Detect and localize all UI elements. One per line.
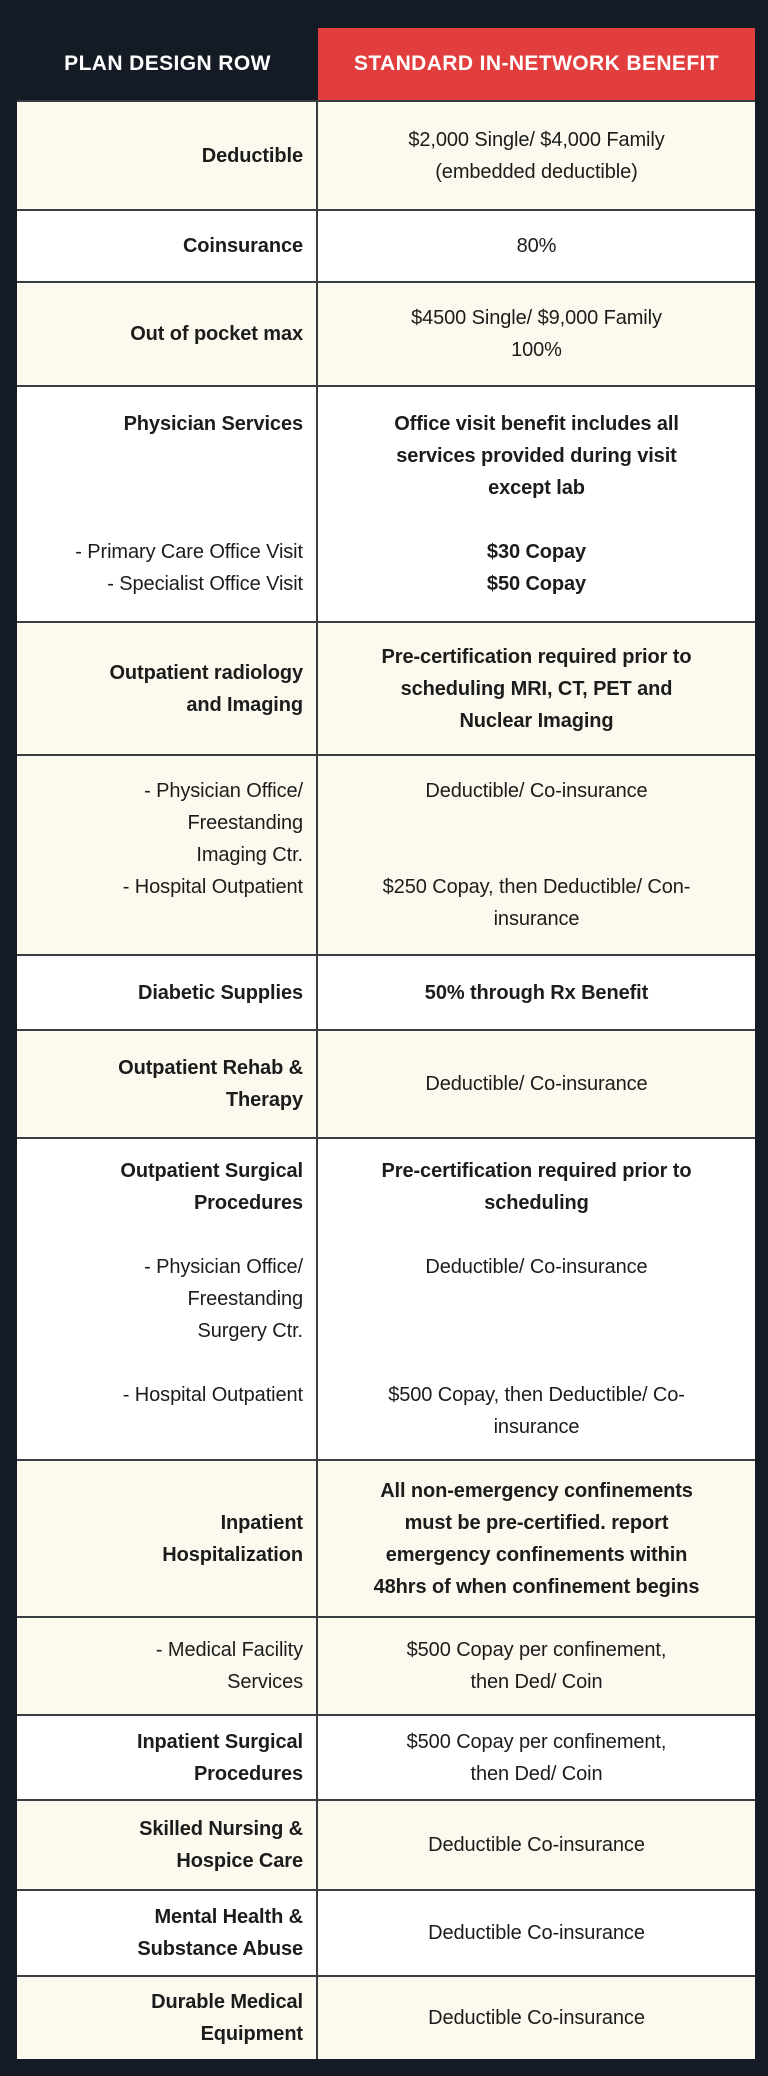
cell-line: Durable Medical [151, 1991, 303, 2013]
benefit-cell [318, 756, 755, 954]
plan-cell [17, 211, 318, 281]
cell-line: $30 Copay [486, 541, 587, 563]
plan-cell [17, 1716, 318, 1799]
plan-cell [17, 623, 318, 754]
plan-cell [17, 1461, 318, 1616]
cell-line [27, 1219, 303, 1251]
table-row [17, 1975, 755, 2059]
header-cell-standard-in-network-benefit: STANDARD IN-NETWORK BENEFIT [318, 28, 755, 100]
cell-line [340, 1315, 733, 1347]
cell-line [340, 1347, 733, 1379]
cell-line: Deductible/ Co-insurance [425, 1256, 648, 1278]
cell-line [340, 504, 733, 536]
table-row [17, 209, 755, 281]
table-row [17, 621, 755, 754]
cell-line [27, 1411, 303, 1443]
cell-line: Freestanding [187, 1288, 303, 1310]
cell-line [27, 472, 303, 504]
table-row [17, 1137, 755, 1459]
cell-line: $50 Copay [486, 573, 587, 595]
cell-line: - Medical Facility [155, 1639, 303, 1661]
cell-line: 50% through Rx Benefit [424, 981, 649, 1004]
cell-line [27, 1347, 303, 1379]
cell-line: emergency confinements within [385, 1543, 688, 1566]
cell-line: insurance [493, 908, 580, 930]
benefits-table [17, 100, 755, 2059]
cell-line: All non-emergency confinements [380, 1479, 693, 1502]
table-row [17, 1029, 755, 1137]
table-row [17, 1714, 755, 1799]
table-row [17, 385, 755, 621]
cell-line: Hospice Care [176, 1850, 303, 1872]
cell-line: Deductible/ Co-insurance [425, 1073, 648, 1095]
plan-cell [17, 1891, 318, 1975]
cell-line [340, 1219, 733, 1251]
cell-line [340, 807, 733, 839]
cell-line: 80% [516, 235, 557, 257]
benefit-cell [318, 102, 755, 209]
plan-cell [17, 102, 318, 209]
table-row [17, 754, 755, 954]
cell-line: Inpatient [220, 1511, 303, 1534]
plan-cell [17, 1139, 318, 1459]
cell-line: Deductible Co-insurance [428, 1922, 645, 1944]
cell-line: - Physician Office/ [144, 780, 303, 802]
cell-line: $4500 Single/ $9,000 Family [411, 307, 662, 329]
benefit-cell [318, 1801, 755, 1889]
benefit-cell [318, 1031, 755, 1137]
table-row [17, 281, 755, 385]
cell-line: Surgery Ctr. [197, 1320, 303, 1342]
plan-cell [17, 1618, 318, 1714]
plan-cell [17, 1801, 318, 1889]
cell-line: Services [227, 1671, 303, 1693]
cell-line: Substance Abuse [137, 1938, 303, 1960]
cell-line: Nuclear Imaging [459, 709, 614, 732]
cell-line: Imaging Ctr. [196, 844, 303, 866]
cell-line: must be pre-certified. report [404, 1511, 669, 1534]
cell-line: Outpatient radiology [109, 661, 303, 684]
table-row [17, 1889, 755, 1975]
cell-line: Diabetic Supplies [137, 981, 303, 1004]
plan-cell [17, 956, 318, 1029]
cell-line: Freestanding [187, 812, 303, 834]
cell-line: and Imaging [186, 693, 303, 716]
cell-line: scheduling [484, 1192, 589, 1214]
cell-line: - Hospital Outpatient [122, 876, 303, 898]
cell-line: Office visit benefit includes all [394, 413, 679, 435]
benefit-cell [318, 283, 755, 385]
cell-line: (embedded deductible) [435, 160, 638, 183]
cell-line [340, 839, 733, 871]
benefit-cell [318, 623, 755, 754]
cell-line: scheduling MRI, CT, PET and [400, 677, 673, 700]
cell-line: Deductible/ Co-insurance [425, 780, 648, 802]
benefit-cell [318, 1461, 755, 1616]
cell-line: Deductible Co-insurance [428, 2007, 645, 2029]
cell-line [340, 1283, 733, 1315]
table-row [17, 954, 755, 1029]
cell-line: $500 Copay per confinement, [406, 1730, 667, 1753]
cell-line: - Primary Care Office Visit [75, 541, 303, 563]
table-row [17, 1616, 755, 1714]
cell-line: Skilled Nursing & [139, 1818, 303, 1840]
cell-line: 100% [511, 339, 562, 361]
benefit-cell [318, 1139, 755, 1459]
cell-line: $250 Copay, then Deductible/ Con- [382, 876, 691, 898]
cell-line: Mental Health & [154, 1906, 303, 1928]
benefit-cell [318, 956, 755, 1029]
cell-line: Outpatient Rehab & [118, 1057, 303, 1079]
cell-line: 48hrs of when confinement begins [373, 1575, 700, 1598]
header-cell-plan-design-row: PLAN DESIGN ROW [64, 52, 271, 75]
cell-line: Pre-certification required prior to [381, 645, 692, 668]
benefit-cell [318, 387, 755, 621]
cell-line: Physician Services [123, 413, 303, 435]
cell-line: Therapy [225, 1089, 303, 1111]
cell-line: except lab [488, 477, 585, 499]
cell-line: - Hospital Outpatient [122, 1384, 303, 1406]
benefit-cell [318, 1618, 755, 1714]
cell-line [27, 440, 303, 472]
cell-line: then Ded/ Coin [470, 1762, 603, 1785]
cell-line: Outpatient Surgical [120, 1160, 303, 1182]
cell-line: insurance [493, 1416, 580, 1438]
plan-cell [17, 756, 318, 954]
plan-cell [17, 387, 318, 621]
cell-line: Pre-certification required prior to [381, 1160, 692, 1182]
cell-line: Inpatient Surgical [136, 1730, 303, 1753]
cell-line: Coinsurance [182, 235, 303, 257]
cell-line: Deductible Co-insurance [428, 1834, 645, 1856]
plan-cell [17, 283, 318, 385]
table-row [17, 102, 755, 209]
plan-cell [17, 1031, 318, 1137]
cell-line: Equipment [200, 2023, 303, 2045]
cell-line: Hospitalization [162, 1543, 303, 1566]
benefit-cell [318, 211, 755, 281]
benefit-cell [318, 1977, 755, 2059]
cell-line: then Ded/ Coin [470, 1671, 603, 1693]
cell-line: Out of pocket max [130, 323, 303, 345]
cell-line: - Physician Office/ [144, 1256, 303, 1278]
cell-line: Procedures [193, 1762, 303, 1785]
cell-line: $500 Copay per confinement, [406, 1639, 667, 1661]
cell-line: $2,000 Single/ $4,000 Family [408, 128, 665, 151]
cell-line [27, 903, 303, 935]
plan-cell [17, 1977, 318, 2059]
table-row [17, 1459, 755, 1616]
table-row [17, 1799, 755, 1889]
cell-line: services provided during visit [396, 445, 677, 467]
cell-line: Procedures [193, 1192, 303, 1214]
cell-line: Deductible [201, 144, 303, 167]
cell-line: $500 Copay, then Deductible/ Co- [388, 1384, 685, 1406]
benefit-cell [318, 1891, 755, 1975]
cell-line [27, 504, 303, 536]
cell-line: - Specialist Office Visit [107, 573, 303, 595]
table-header-row [17, 28, 755, 100]
benefit-cell [318, 1716, 755, 1799]
